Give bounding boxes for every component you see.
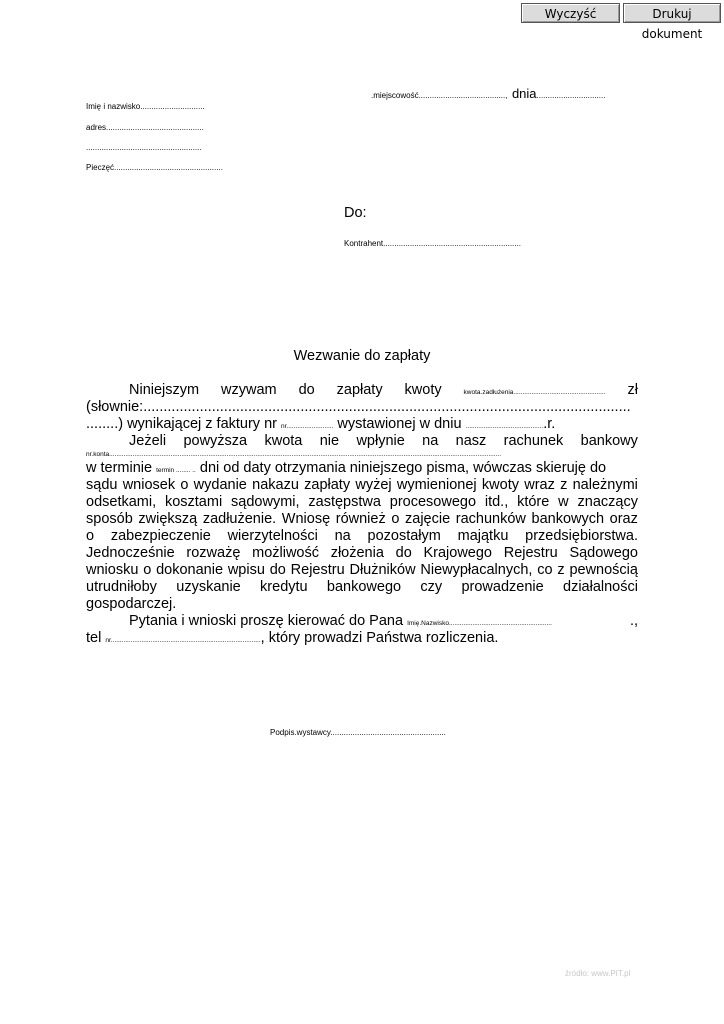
word: zapłaty — [304, 477, 351, 493]
word: dokonanie — [156, 562, 224, 578]
word: Niewypłacalnych, — [420, 562, 533, 578]
word: wraz — [524, 477, 555, 493]
recipient-label: Do: — [344, 205, 367, 221]
word: co — [537, 562, 553, 578]
date-label: dnia — [511, 86, 537, 101]
line-10 — [86, 528, 638, 545]
word: wyżej — [355, 477, 392, 493]
word: o — [391, 511, 400, 527]
word: powyższa — [183, 433, 248, 449]
phone-label: tel — [86, 630, 102, 646]
word: zapłaty — [336, 382, 383, 398]
line-7 — [86, 477, 638, 494]
letter-body — [86, 382, 638, 647]
word: o — [86, 528, 95, 544]
line-6 — [86, 460, 638, 477]
word: Sądowego — [569, 545, 638, 561]
word: kredytu — [260, 579, 308, 595]
sender-name-field[interactable]: Imię i nazwisko............................. — [86, 102, 205, 111]
place-field[interactable]: .miejscowość......................................., — [371, 91, 508, 100]
word: sądu — [86, 477, 118, 493]
word: możliwość — [252, 545, 319, 561]
word: kwoty — [404, 382, 442, 398]
word: Jednocześnie — [86, 545, 175, 561]
source-watermark: źródło: www.PIT.pl — [565, 969, 631, 978]
account-number-field[interactable]: nr.konta......................................................................................................................................................................................................................... — [86, 451, 502, 458]
word: procesowego — [389, 494, 477, 510]
word: na — [422, 433, 439, 449]
letter-title: Wezwanie do zapłaty — [293, 348, 431, 364]
word: złożenia — [330, 545, 384, 561]
word: Rejestru — [503, 545, 558, 561]
word: Jeżeli — [129, 433, 167, 449]
word: czy — [420, 579, 443, 595]
word: odsetkami, — [86, 494, 157, 510]
word: wydanie — [193, 477, 247, 493]
contact-suffix: ., — [629, 613, 638, 629]
word: Rejestru — [290, 562, 345, 578]
word: Dłużników — [349, 562, 416, 578]
issue-date-field[interactable]: ........................................... — [465, 423, 544, 430]
word: kwota — [264, 433, 303, 449]
word: wpisu — [227, 562, 265, 578]
issued-text: wystawionej w dniu — [337, 416, 462, 432]
invoice-number-field[interactable]: nr.......................... — [281, 423, 334, 430]
word: wymienionej — [396, 477, 477, 493]
word: sposób — [86, 511, 133, 527]
word: wierzytelności — [227, 528, 318, 544]
word: Niniejszym — [129, 382, 200, 398]
contact-text: Pytania i wnioski proszę kierować do Pana — [129, 613, 404, 629]
word: bankowych — [531, 511, 605, 527]
word: w — [558, 494, 569, 510]
word: również — [335, 511, 386, 527]
word: do — [298, 382, 315, 398]
word: działalności — [563, 579, 638, 595]
word: rachunek — [503, 433, 564, 449]
line-15 — [86, 613, 638, 630]
clear-button[interactable]: Wyczyść — [521, 3, 620, 23]
stamp-field[interactable]: Pieczęć................................................. — [86, 163, 223, 172]
word: bankowy — [580, 433, 638, 449]
word: pozostałym — [367, 528, 441, 544]
word: z — [557, 562, 565, 578]
deadline-field[interactable]: termin ........ .. — [156, 467, 196, 474]
signature-field[interactable]: Podpis.wystawcy.................................................... — [270, 728, 446, 737]
line-3 — [86, 416, 638, 433]
sender-address-field-2[interactable]: .................................................... — [86, 143, 202, 152]
word: nakazu — [252, 477, 299, 493]
word: znaczący — [577, 494, 638, 510]
phone-field[interactable]: nr................................................................................... — [105, 637, 261, 644]
word: zwiększą — [138, 511, 198, 527]
deadline-rest: dni od daty otrzymania niniejszego pisma, wówczas skieruję do — [199, 460, 607, 476]
contractor-field[interactable]: Kontrahent.............................................................. — [344, 239, 521, 248]
word: Krajowego — [423, 545, 492, 561]
word: z — [560, 477, 568, 493]
word: utrudniłoby — [86, 579, 157, 595]
invoice-text: ........) wynikającej z faktury nr — [86, 416, 277, 432]
amount-field[interactable]: kwota.zadłużenia................................................... — [463, 389, 606, 396]
line-14: gospodarczej. — [86, 596, 177, 612]
word: rozważę — [186, 545, 241, 561]
word: zastępstwa — [308, 494, 381, 510]
word: oraz — [609, 511, 638, 527]
word: pewnością — [569, 562, 638, 578]
date-field[interactable]: ............................... — [536, 91, 606, 100]
place-date-line — [371, 85, 605, 103]
word: Wniosę — [281, 511, 331, 527]
word: wpłynie — [356, 433, 405, 449]
print-button[interactable]: Drukuj dokument — [623, 3, 721, 23]
word: zajęcie — [405, 511, 451, 527]
word: zadłużenie. — [202, 511, 277, 527]
currency-label: zł — [627, 382, 638, 398]
line-16 — [86, 630, 638, 647]
word: które — [517, 494, 550, 510]
settlement-text: , który prowadzi Państwa rozliczenia. — [260, 630, 499, 646]
word: do — [395, 545, 412, 561]
word: uzyskanie — [176, 579, 241, 595]
line-1 — [86, 382, 638, 399]
word: o — [180, 477, 189, 493]
word: na — [334, 528, 351, 544]
word: wniosek — [122, 477, 176, 493]
line-2[interactable]: (słownie:......................................................................................................................... — [86, 399, 631, 415]
line-11 — [86, 545, 638, 562]
word: wniosku — [86, 562, 139, 578]
line-9 — [86, 511, 638, 528]
deadline-text: w terminie — [86, 460, 153, 476]
line-4 — [86, 433, 638, 450]
line-8 — [86, 494, 638, 511]
word: należnymi — [572, 477, 638, 493]
line-13 — [86, 579, 638, 596]
word: do — [269, 562, 286, 578]
contact-name-field[interactable]: Imię.Nazwisko......................................................... — [407, 620, 552, 627]
word: nasz — [455, 433, 487, 449]
sender-address-field-1[interactable]: adres............................................ — [86, 123, 204, 132]
word: nie — [319, 433, 340, 449]
word: zabezpieczenie — [110, 528, 211, 544]
word: itd., — [484, 494, 509, 510]
year-suffix: .r. — [543, 416, 556, 432]
word: majątku — [457, 528, 509, 544]
word: sądowymi, — [231, 494, 300, 510]
word: przedsiębiorstwa. — [525, 528, 638, 544]
word: prowadzenie — [461, 579, 544, 595]
word: rachunków — [455, 511, 526, 527]
word: kwoty — [481, 477, 519, 493]
word: wzywam — [221, 382, 277, 398]
word: o — [143, 562, 152, 578]
line-12 — [86, 562, 638, 579]
word: bankowego — [326, 579, 402, 595]
word: kosztami — [164, 494, 223, 510]
